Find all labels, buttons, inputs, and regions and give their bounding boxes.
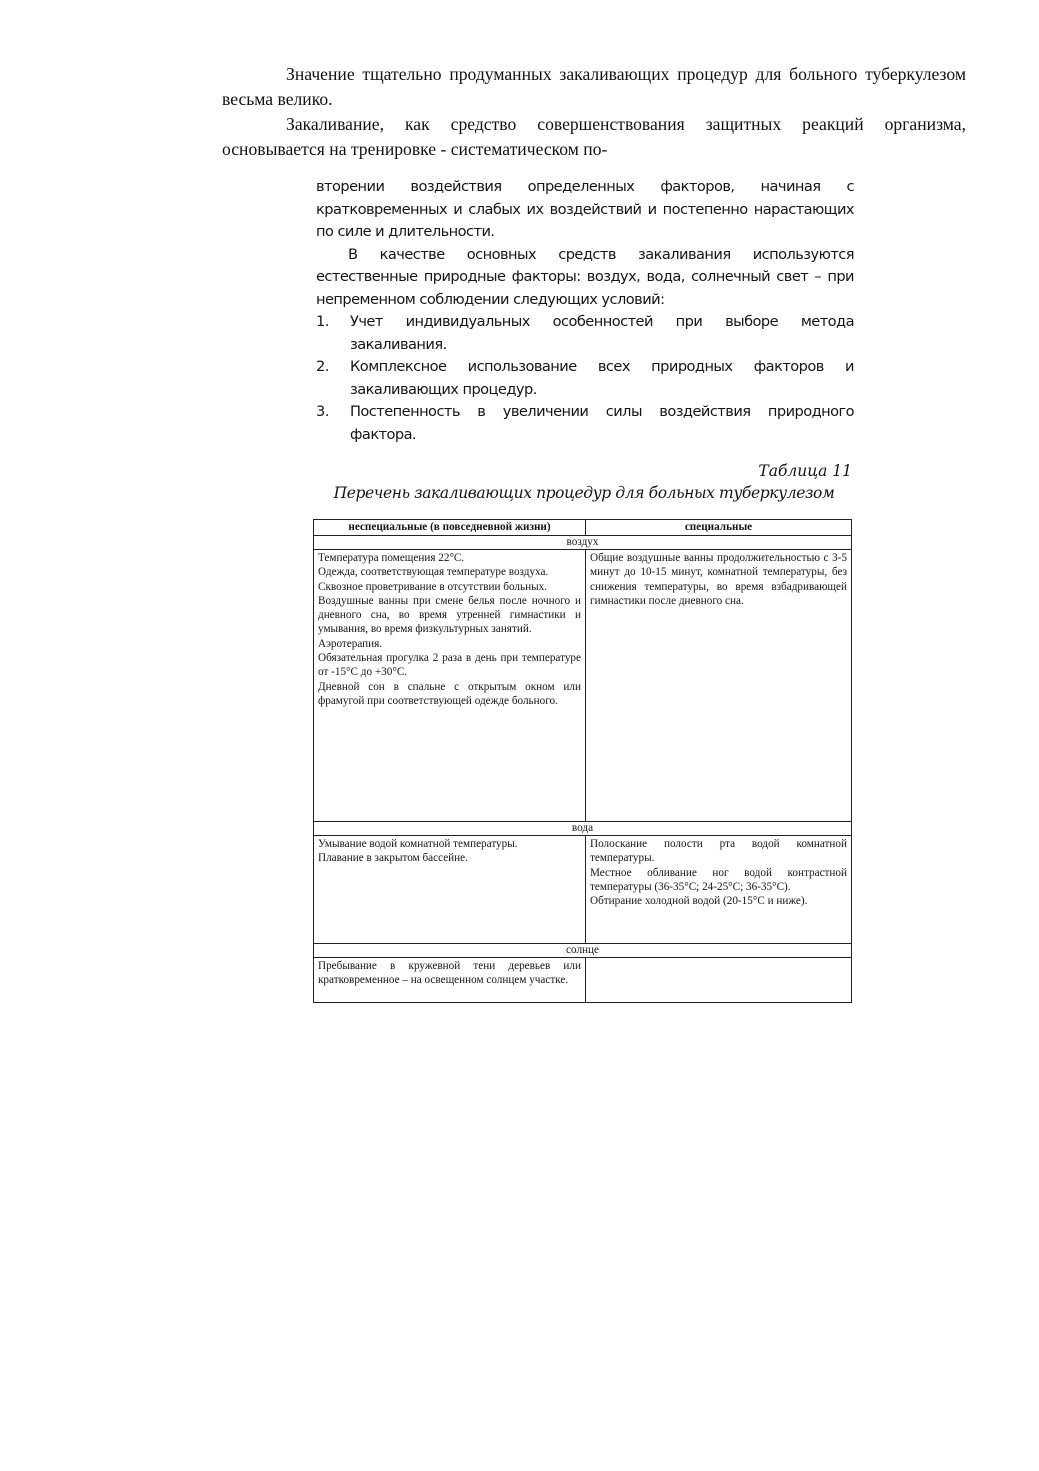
condition-item bbox=[316, 356, 854, 401]
intro-paragraph-1: Значение тщательно продуманных закаливающих процедур для больного туберкулезом весьма велико. bbox=[222, 64, 966, 109]
header-special: специальные bbox=[586, 520, 852, 536]
hardening-procedures-table bbox=[313, 519, 852, 1003]
section-row-air bbox=[314, 536, 852, 550]
sun-nonspecial-cell bbox=[314, 958, 586, 1003]
cell-line: Плавание в закрытом бассейне. bbox=[318, 852, 468, 865]
cell-line: Воздушные ванны при смене белья после ночного и дневного сна, во время утренней гимнастики и умывания, во время физкультурных занятий. bbox=[318, 594, 581, 636]
cell-line: Умывание водой комнатной температуры. bbox=[318, 838, 518, 850]
cell-line: Дневной сон в спальне с открытым окном или фрамугой при соответствующей одежде больного. bbox=[318, 680, 581, 707]
cell-line: Сквозное проветривание в отсутствии больных. bbox=[318, 580, 548, 593]
scanned-book-excerpt bbox=[316, 176, 854, 446]
book-paragraph-1: вторении воздействия определенных факторов, начиная с кратковременных и слабых их воздействий и постепенно нарастающих по силе и длительности. bbox=[316, 178, 854, 240]
cell-line: Пребывание в кружевной тени деревьев или кратковременное – на освещенном солнцем участке. bbox=[318, 960, 581, 987]
table-title: Перечень закаливающих процедур для больных туберкулезом bbox=[333, 484, 835, 502]
air-nonspecial-cell bbox=[314, 550, 586, 822]
cell-line: Местное обливание ног водой контрастной температуры (36-35°С; 24-25°С; 36-35°С). bbox=[590, 866, 847, 893]
book-paragraph-2: В качестве основных средств закаливания используются естественные природные факторы: воздух, вода, солнечный свет – при непременном соблюдении следующих условий: bbox=[316, 245, 854, 308]
section-label-sun: солнце bbox=[314, 944, 852, 958]
condition-item bbox=[316, 401, 854, 446]
table-number: Таблица 11 bbox=[758, 462, 852, 480]
cell-line: Обтирание холодной водой (20-15°С и ниже). bbox=[590, 895, 808, 908]
cell-line: Аэротерапия. bbox=[318, 637, 383, 650]
condition-number: 2. bbox=[316, 358, 329, 375]
section-label-air: воздух bbox=[314, 536, 852, 550]
condition-number: 1. bbox=[316, 313, 329, 330]
table-row-air bbox=[314, 550, 852, 822]
condition-item bbox=[316, 311, 854, 356]
water-special-cell bbox=[586, 836, 852, 944]
table-row-sun bbox=[314, 958, 852, 1003]
condition-text: Учет индивидуальных особенностей при выборе метода закаливания. bbox=[350, 313, 854, 353]
condition-text: Комплексное использование всех природных факторов и закаливающих процедур. bbox=[350, 358, 854, 398]
section-row-sun bbox=[314, 944, 852, 958]
sun-special-cell bbox=[586, 958, 852, 1003]
water-nonspecial-cell bbox=[314, 836, 586, 944]
table-row-water bbox=[314, 836, 852, 944]
cell-line: Одежда, соответствующая температуре воздуха. bbox=[318, 566, 549, 579]
condition-text: Постепенность в увеличении силы воздействия природного фактора. bbox=[350, 403, 854, 443]
intro-paragraph-2: Закаливание, как средство совершенствования защитных реакций организма, основывается на тренировке - систематическом по- bbox=[222, 114, 966, 159]
table-header-row bbox=[314, 520, 852, 536]
intro-text bbox=[222, 62, 966, 162]
header-nonspecial: неспециальные (в повседневной жизни) bbox=[314, 520, 586, 536]
cell-line: Температура помещения 22°С. bbox=[318, 552, 465, 564]
condition-number: 3. bbox=[316, 403, 329, 420]
air-special-cell bbox=[586, 550, 852, 822]
section-row-water bbox=[314, 822, 852, 836]
section-label-water: вода bbox=[314, 822, 852, 836]
cell-line: Полоскание полости рта водой комнатной температуры. bbox=[590, 838, 847, 865]
conditions-list bbox=[316, 311, 854, 446]
cell-line: Общие воздушные ванны продолжительностью с 3-5 минут до 10-15 минут, комнатной температуры, без снижения температуры, во время взбадривающей гимнастики после дневного сна. bbox=[590, 552, 847, 607]
cell-line: Обязательная прогулка 2 раза в день при температуре от -15°С до +30°С. bbox=[318, 652, 581, 679]
